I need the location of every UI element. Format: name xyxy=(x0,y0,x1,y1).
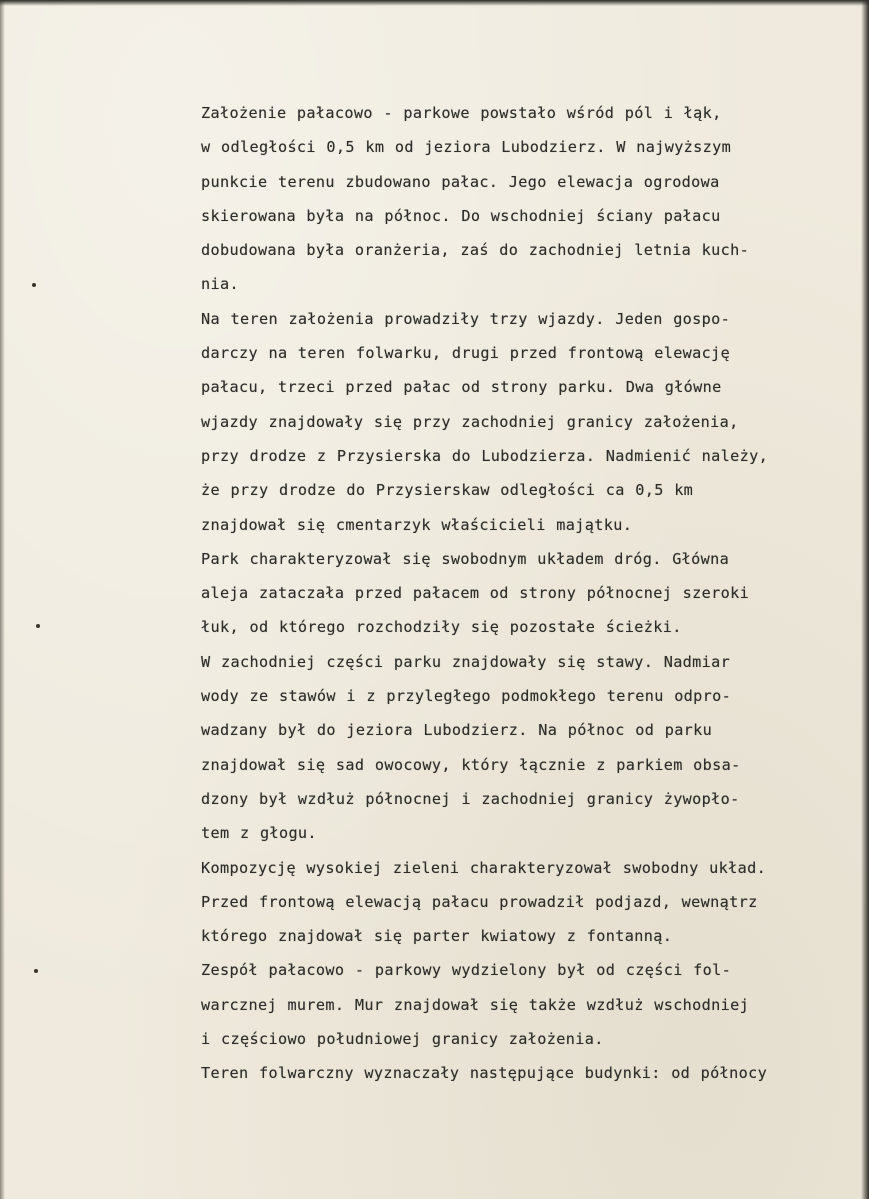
text-line: dobudowana była oranżeria, zaś do zachodniej letnia kuch- xyxy=(201,241,750,260)
text-line: wadzany był do jeziora Lubodzierz. Na północ od parku xyxy=(201,721,713,740)
text-line: Zespół pałacowo - parkowy wydzielony był od części fol- xyxy=(201,961,732,980)
text-line: że przy drodze do Przysierskaw odległości ca 0,5 km xyxy=(201,481,694,500)
text-line: łuk, od którego rozchodziły się pozostałe ścieżki. xyxy=(201,618,682,637)
punch-mark xyxy=(32,283,36,287)
text-line: znajdował się sad owocowy, który łącznie z parkiem obsa- xyxy=(201,755,741,774)
text-line: którego znajdował się parter kwiatowy z fontanną. xyxy=(201,927,673,946)
text-line: i częściowo południowej granicy założenia. xyxy=(201,1030,604,1049)
text-line: Przed frontową elewacją pałacu prowadził podjazd, wewnątrz xyxy=(201,892,758,911)
text-line: Kompozycję wysokiej zieleni charakteryzował swobodny układ. xyxy=(201,858,767,877)
scan-left-edge xyxy=(0,0,5,1199)
text-line: przy drodze z Przysierska do Lubodzierza. Nadmienić należy, xyxy=(201,446,769,465)
text-line: darczy na teren folwarku, drugi przed frontową elewację xyxy=(201,344,731,363)
text-line: pałacu, trzeci przed pałac od strony parku. Dwa główne xyxy=(201,378,722,397)
text-line: aleja zataczała przed pałacem od strony północnej szeroki xyxy=(201,584,750,603)
text-line: Teren folwarczny wyznaczały następujące budynki: od północy xyxy=(201,1064,768,1083)
scan-right-edge xyxy=(861,0,869,1199)
text-line: Założenie pałacowo - parkowe powstało wśród pól i łąk, xyxy=(201,104,722,122)
text-line: W zachodniej części parku znajdowały się stawy. Nadmiar xyxy=(201,652,731,671)
text-line: nia. xyxy=(201,275,239,294)
text-line: wjazdy znajdowały się przy zachodniej granicy założenia, xyxy=(201,412,739,431)
punch-mark xyxy=(36,624,40,628)
punch-mark xyxy=(34,969,38,973)
text-line: Na teren założenia prowadziły trzy wjazdy. Jeden gospo- xyxy=(201,309,731,328)
typewritten-text xyxy=(201,96,841,1091)
text-line: dzony był wzdłuż północnej i zachodniej granicy żywopło- xyxy=(201,789,740,808)
text-line: w odległości 0,5 km od jeziora Lubodzierz. W najwyższym xyxy=(201,138,732,157)
text-line: Park charakteryzował się swobodnym układem dróg. Główna xyxy=(201,549,730,568)
text-line: znajdował się cmentarzyk właścicieli majątku. xyxy=(201,515,633,534)
text-line: punkcie terenu zbudowano pałac. Jego elewacja ogrodowa xyxy=(201,172,720,191)
text-line: tem z głogu. xyxy=(201,824,317,843)
scan-top-edge xyxy=(0,0,869,6)
text-line: skierowana była na północ. Do wschodniej ściany pałacu xyxy=(201,206,721,225)
text-line: warcznej murem. Mur znajdował się także wzdłuż wschodniej xyxy=(201,995,750,1014)
text-line: wody ze stawów i z przyległego podmokłego terenu odpro- xyxy=(201,687,732,706)
